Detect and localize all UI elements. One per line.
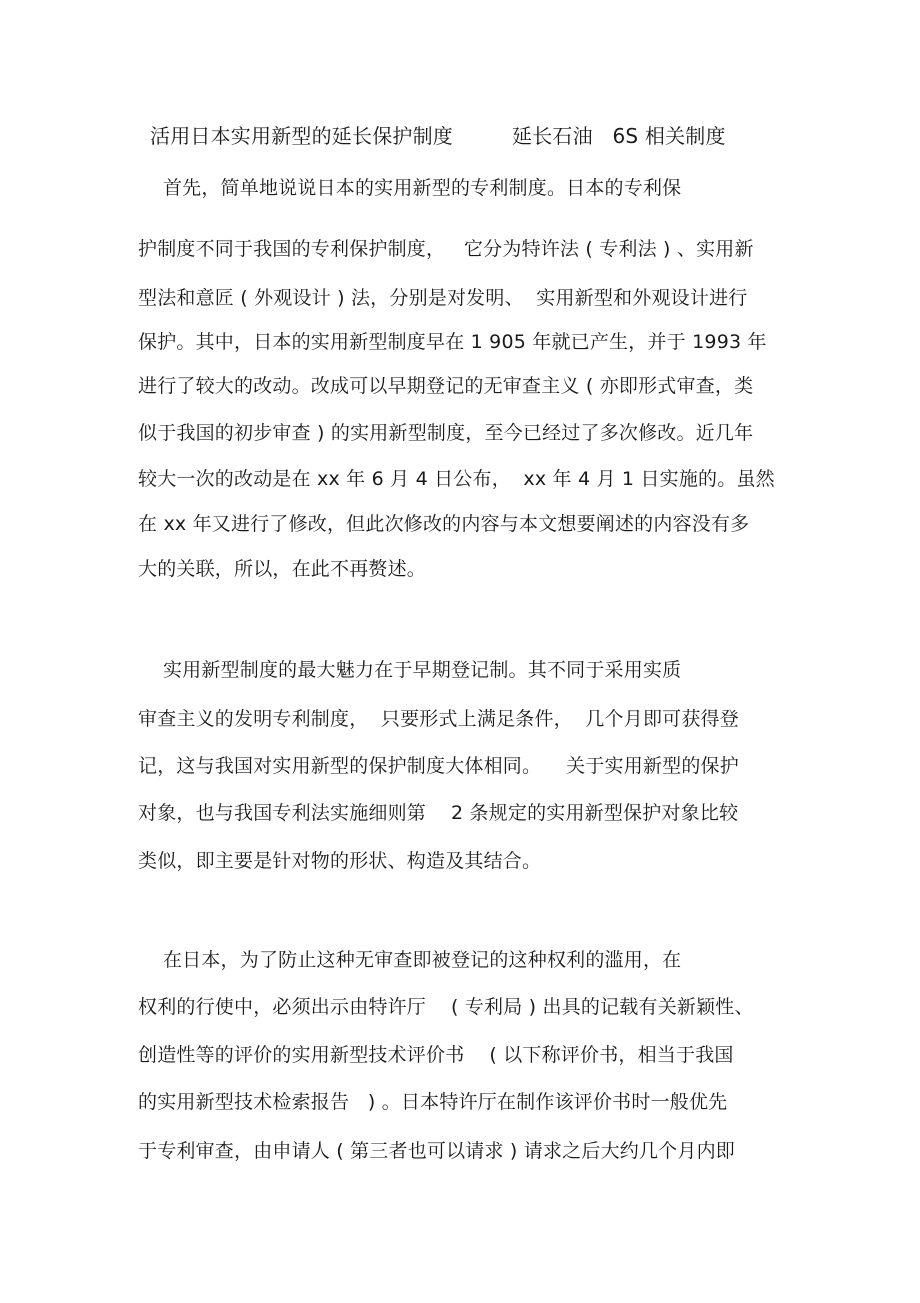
text-line: 护制度不同于我国的专利保护制度， 它分为特许法 ( 专利法 ) 、实用新: [138, 238, 754, 260]
text-line: 型法和意匠 ( 外观设计 ) 法，分别是对发明、 实用新型和外观设计进行: [138, 287, 748, 309]
text-line: 进行了较大的改动。改成可以早期登记的无审查主义 ( 亦即形式审查，类: [138, 375, 754, 397]
text-line: 对象，也与我国专利法实施细则第 2 条规定的实用新型保护对象比较: [138, 802, 739, 824]
text-line: 大的关联，所以，在此不再赘述。: [138, 558, 427, 580]
text-line: 较大一次的改动是在 xx 年 6 月 4 日公布， xx 年 4 月 1 日实施的。虽然: [138, 468, 775, 490]
text-line: 记，这与我国对实用新型的保护制度大体相同。 关于实用新型的保护: [138, 755, 739, 777]
text-line: 似于我国的初步审查 ) 的实用新型制度，至今已经过了多次修改。近几年: [138, 422, 754, 444]
text-line: 保护。其中，日本的实用新型制度早在 1 905 年就已产生，并于 1993 年: [138, 331, 767, 353]
document-title: 活用日本实用新型的延长保护制度 延长石油 6S 相关制度: [150, 124, 726, 148]
text-line: 于专利审查，由申请人 ( 第三者也可以请求 ) 请求之后大约几个月内即: [138, 1140, 735, 1162]
text-line: 权利的行使中，必须出示由特许厅 ( 专利局 ) 出具的记载有关新颖性、: [138, 996, 754, 1018]
text-line: 创造性等的评价的实用新型技术评价书 ( 以下称评价书，相当于我国: [138, 1044, 734, 1066]
text-line: 审查主义的发明专利制度， 只要形式上满足条件， 几个月即可获得登: [138, 708, 739, 730]
text-line: 实用新型制度的最大魅力在于早期登记制。其不同于采用实质: [138, 659, 682, 681]
text-line: 在日本，为了防止这种无审查即被登记的这种权利的滥用，在: [138, 949, 682, 971]
text-line: 首先，简单地说说日本的实用新型的专利制度。日本的专利保: [138, 177, 682, 199]
text-line: 的实用新型技术检索报告 ) 。日本特许厅在制作该评价书时一般优先: [138, 1091, 728, 1113]
text-line: 类似，即主要是针对物的形状、构造及其结合。: [138, 850, 542, 872]
text-line: 在 xx 年又进行了修改，但此次修改的内容与本文想要阐述的内容没有多: [138, 513, 750, 535]
